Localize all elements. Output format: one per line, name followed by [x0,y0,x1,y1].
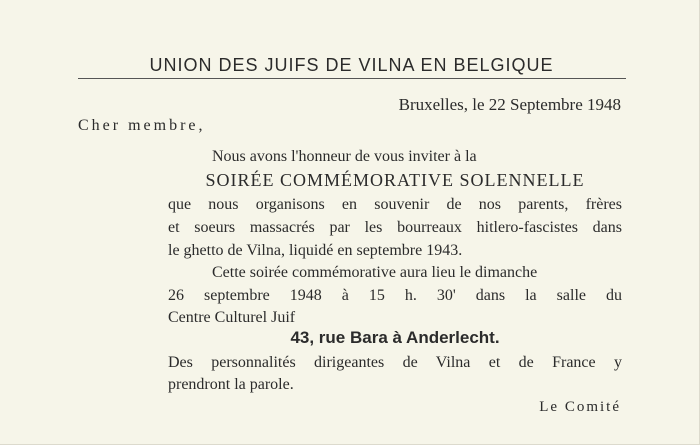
invite-line: Nous avons l'honneur de vous inviter à la [212,148,477,165]
signature: Le Comité [539,399,621,415]
organization-header: UNION DES JUIFS DE VILNA EN BELGIQUE [149,55,554,75]
greeting: Cher membre, [78,117,206,134]
paragraph-2-line-1: Cette soirée commémorative aura lieu le dimanche [212,264,538,281]
paragraph-3-line-2: prendront la parole. [168,376,294,393]
date-line: Bruxelles, le 22 Septembre 1948 [398,95,621,114]
paragraph-1-line-3: le ghetto de Vilna, liquidé en septembre 1943. [168,242,463,259]
paragraph-1-line-2: et soeurs massacrés par les bourreaux hitlero-fascistes dans [168,219,622,236]
event-address: 43, rue Bara à Anderlecht. [290,328,500,347]
paragraph-3-line-1: Des personnalités dirigeantes de Vilna et de France y [168,354,622,371]
paragraph-2-line-3: Centre Culturel Juif [168,309,296,326]
paragraph-1-line-1: que nous organisons en souvenir de nos parents, frères [168,196,622,213]
paragraph-2-line-2: 26 septembre 1948 à 15 h. 30' dans la salle du [168,287,622,304]
header-divider [78,78,626,79]
event-title: SOIRÉE COMMÉMORATIVE SOLENNELLE [205,170,585,190]
